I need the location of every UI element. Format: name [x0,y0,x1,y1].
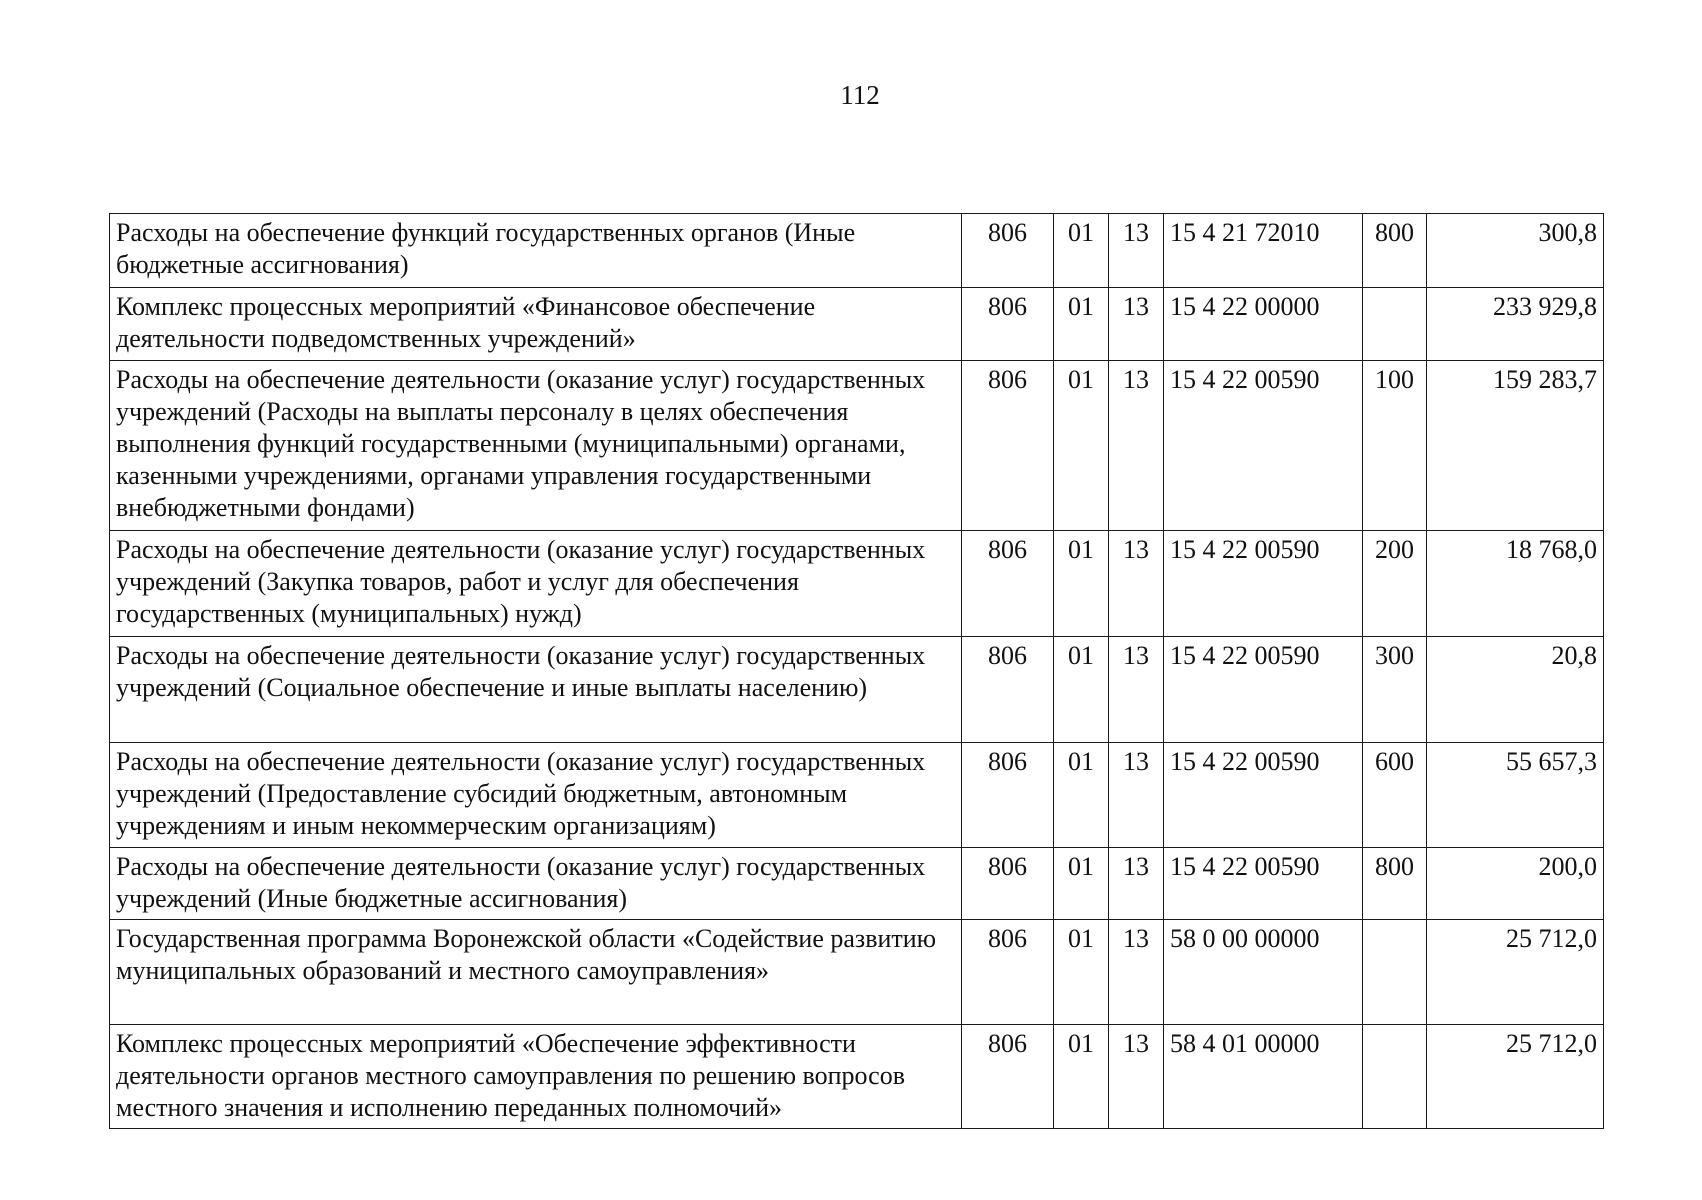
department-code: 806 [962,531,1054,637]
target-item-code: 15 4 22 00590 [1164,848,1363,920]
section-code: 01 [1054,743,1109,848]
expense-name: Расходы на обеспечение деятельности (оказание услуг) государственных учреждений (Расходы на выплаты персоналу в целях обеспечения выполнения функций государственными (муниципальными) органами, казенными учреждениями, органами управления государственными внебюджетными фондами) [110,361,962,531]
amount: 300,8 [1427,214,1604,288]
target-item-code: 15 4 22 00590 [1164,361,1363,531]
target-item-code: 15 4 21 72010 [1164,214,1363,288]
amount: 233 929,8 [1427,288,1604,361]
expense-type-code: 800 [1363,848,1427,920]
section-code: 01 [1054,637,1109,743]
department-code: 806 [962,637,1054,743]
section-code: 01 [1054,1025,1109,1129]
section-code: 01 [1054,361,1109,531]
department-code: 806 [962,1025,1054,1129]
amount: 25 712,0 [1427,920,1604,1025]
subsection-code: 13 [1109,637,1164,743]
expense-name: Расходы на обеспечение деятельности (оказание услуг) государственных учреждений (Предоставление субсидий бюджетным, автономным учреждениям и иным некоммерческим организациям) [110,743,962,848]
expense-type-code [1363,920,1427,1025]
subsection-code: 13 [1109,531,1164,637]
target-item-code: 58 4 01 00000 [1164,1025,1363,1129]
expense-type-code [1363,1025,1427,1129]
amount: 25 712,0 [1427,1025,1604,1129]
target-item-code: 15 4 22 00590 [1164,531,1363,637]
department-code: 806 [962,920,1054,1025]
table-row [110,361,1604,531]
section-code: 01 [1054,848,1109,920]
expense-type-code: 600 [1363,743,1427,848]
section-code: 01 [1054,531,1109,637]
table-row [110,637,1604,743]
table-row [110,531,1604,637]
amount: 55 657,3 [1427,743,1604,848]
expense-type-code: 200 [1363,531,1427,637]
table-row [110,743,1604,848]
page-number: 112 [840,80,880,110]
subsection-code: 13 [1109,1025,1164,1129]
amount: 20,8 [1427,637,1604,743]
subsection-code: 13 [1109,848,1164,920]
section-code: 01 [1054,920,1109,1025]
subsection-code: 13 [1109,743,1164,848]
section-code: 01 [1054,288,1109,361]
department-code: 806 [962,361,1054,531]
expense-type-code: 100 [1363,361,1427,531]
budget-table [109,213,1604,1129]
expense-name: Расходы на обеспечение деятельности (оказание услуг) государственных учреждений (Иные бюджетные ассигнования) [110,848,962,920]
target-item-code: 15 4 22 00590 [1164,637,1363,743]
expense-name: Комплекс процессных мероприятий «Обеспечение эффективности деятельности органов местного самоуправления по решению вопросов местного значения и исполнению переданных полномочий» [110,1025,962,1129]
section-code: 01 [1054,214,1109,288]
department-code: 806 [962,214,1054,288]
department-code: 806 [962,848,1054,920]
subsection-code: 13 [1109,920,1164,1025]
table-row [110,920,1604,1025]
target-item-code: 58 0 00 00000 [1164,920,1363,1025]
table-row [110,288,1604,361]
subsection-code: 13 [1109,288,1164,361]
department-code: 806 [962,288,1054,361]
expense-type-code: 300 [1363,637,1427,743]
expense-name: Расходы на обеспечение деятельности (оказание услуг) государственных учреждений (Закупка товаров, работ и услуг для обеспечения государственных (муниципальных) нужд) [110,531,962,637]
amount: 18 768,0 [1427,531,1604,637]
subsection-code: 13 [1109,214,1164,288]
subsection-code: 13 [1109,361,1164,531]
target-item-code: 15 4 22 00590 [1164,743,1363,848]
expense-name: Комплекс процессных мероприятий «Финансовое обеспечение деятельности подведомственных учреждений» [110,288,962,361]
expense-name: Расходы на обеспечение деятельности (оказание услуг) государственных учреждений (Социальное обеспечение и иные выплаты населению) [110,637,962,743]
expense-name: Расходы на обеспечение функций государственных органов (Иные бюджетные ассигнования) [110,214,962,288]
table-row [110,1025,1604,1129]
amount: 200,0 [1427,848,1604,920]
amount: 159 283,7 [1427,361,1604,531]
target-item-code: 15 4 22 00000 [1164,288,1363,361]
table-row [110,848,1604,920]
expense-type-code: 800 [1363,214,1427,288]
table-row [110,214,1604,288]
expense-type-code [1363,288,1427,361]
department-code: 806 [962,743,1054,848]
expense-name: Государственная программа Воронежской области «Содействие развитию муниципальных образований и местного самоуправления» [110,920,962,1025]
